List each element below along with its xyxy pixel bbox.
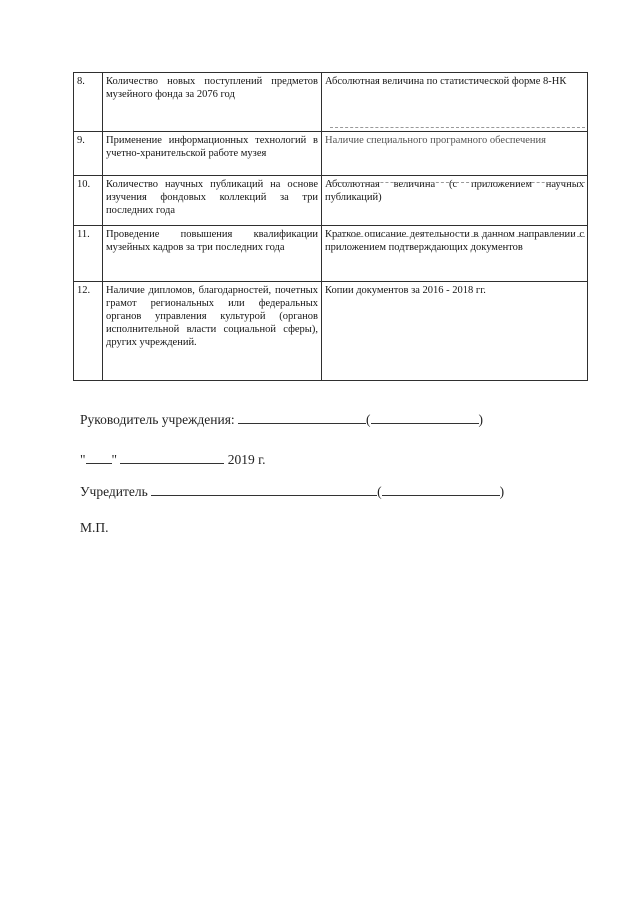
criterion-name: Количество научных публикаций на основе изучения фондовых коллекций за три последних года bbox=[103, 176, 322, 226]
criterion-description: Абсолютная величина (с приложением научных публикаций) bbox=[322, 176, 588, 226]
table-row bbox=[74, 282, 588, 381]
criterion-name: Проведение повышения квалификации музейных кадров за три последних года bbox=[103, 226, 322, 282]
head-label: Руководитель учреждения: bbox=[80, 412, 235, 427]
paren-open: ( bbox=[366, 412, 371, 427]
table-row bbox=[74, 73, 588, 132]
row-number: 12. bbox=[74, 282, 103, 381]
criterion-name: Применение информационных технологий в учетно-хранительской работе музея bbox=[103, 132, 322, 176]
paren-close: ) bbox=[499, 484, 505, 499]
head-signature-line bbox=[80, 411, 483, 428]
founder-signature-line bbox=[80, 483, 504, 500]
date-year: 2019 г. bbox=[227, 452, 266, 467]
date-line bbox=[80, 451, 266, 468]
table-row bbox=[74, 226, 588, 282]
table-row bbox=[74, 176, 588, 226]
criterion-description: Наличие специального програмного обеспечения bbox=[322, 132, 588, 176]
quote-close: " bbox=[111, 452, 118, 467]
founder-signature-blank bbox=[151, 483, 377, 496]
founder-name-blank bbox=[382, 483, 500, 496]
paren-open: ( bbox=[377, 484, 382, 499]
criterion-name: Количество новых поступлений предметов музейного фонда за 2076 год bbox=[103, 73, 322, 132]
criterion-description: Абсолютная величина по статистической форме 8-НК bbox=[322, 73, 588, 132]
head-name-blank bbox=[371, 411, 479, 424]
seal-label: М.П. bbox=[80, 520, 109, 535]
paren-close: ) bbox=[478, 412, 484, 427]
row-number: 10. bbox=[74, 176, 103, 226]
scan-artifact-line bbox=[330, 182, 585, 183]
quote-open: " bbox=[80, 452, 86, 467]
row-number: 11. bbox=[74, 226, 103, 282]
day-blank bbox=[86, 451, 112, 464]
scan-artifact-line bbox=[330, 236, 585, 237]
table-row bbox=[74, 132, 588, 176]
criteria-table bbox=[73, 72, 588, 381]
scan-artifact-line bbox=[330, 127, 585, 128]
month-blank bbox=[120, 451, 224, 464]
criterion-description: Копии документов за 2016 - 2018 гг. bbox=[322, 282, 588, 381]
criterion-name: Наличие дипломов, благодарностей, почетных грамот региональных или федеральных органов управления культурой (органов исполнительной власти социальной сферы), других учреждений. bbox=[103, 282, 322, 381]
row-number: 9. bbox=[74, 132, 103, 176]
criterion-description: Краткое описание деятельности в данном направлении с приложением подтверждающих документов bbox=[322, 226, 588, 282]
row-number: 8. bbox=[74, 73, 103, 132]
head-signature-blank bbox=[238, 411, 366, 424]
founder-label: Учредитель bbox=[80, 484, 148, 499]
